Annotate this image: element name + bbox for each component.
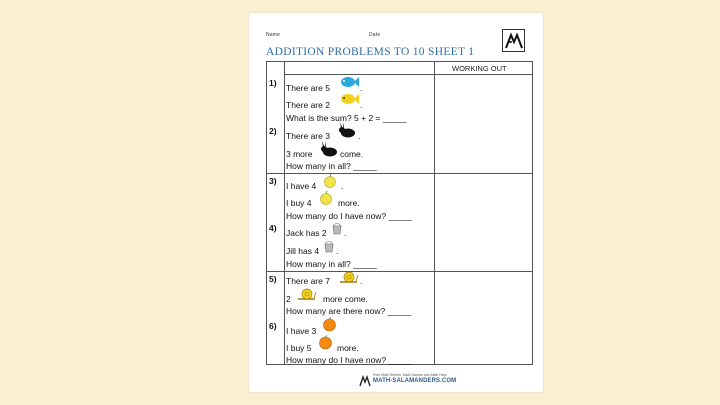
problem-text: I buy 4 xyxy=(286,198,312,208)
problem-text: There are 5 xyxy=(286,83,330,93)
working-out-header: WORKING OUT xyxy=(452,64,507,73)
fish-icon xyxy=(339,92,359,111)
problem-text: 2 xyxy=(286,294,291,304)
problem-text: There are 3 xyxy=(286,131,330,141)
problem-number: 4) xyxy=(269,223,277,233)
footer-tagline: Free Math Sheets, Math Games and Math Help xyxy=(373,373,447,377)
problem-number: 1) xyxy=(269,78,277,88)
name-label: Name xyxy=(266,32,281,38)
problem-number: 6) xyxy=(269,321,277,331)
problem-text: How many in all? _____ xyxy=(286,259,377,269)
bucket-icon xyxy=(331,222,343,240)
problem-number: 3) xyxy=(269,176,277,186)
problem-text: . xyxy=(341,181,344,191)
problem-text: How many do I have now? _____ xyxy=(286,211,413,221)
date-label: Date xyxy=(369,32,381,38)
footer-site-link[interactable]: MATH-SALAMANDERS.COM xyxy=(373,378,457,384)
salamander-logo-icon xyxy=(359,374,371,392)
problem-text: . xyxy=(336,246,339,256)
orange-icon xyxy=(322,317,337,337)
problem-number: 2) xyxy=(269,126,277,136)
problem-text: . xyxy=(344,228,347,238)
problem-text: more. xyxy=(338,198,360,208)
worksheet-title: ADDITION PROBLEMS TO 10 SHEET 1 xyxy=(266,46,475,58)
problem-text: more. xyxy=(337,343,359,353)
problem-text: come. xyxy=(340,149,364,159)
rabbit-icon xyxy=(337,122,357,143)
rabbit-icon xyxy=(319,141,339,162)
problem-text: Jack has 2 xyxy=(286,228,327,238)
footer-branding xyxy=(359,373,457,387)
snail-icon xyxy=(297,287,317,305)
problem-text: . xyxy=(360,276,363,286)
problem-text: 3 more xyxy=(286,149,313,159)
problem-number: 5) xyxy=(269,274,277,284)
problem-text: . xyxy=(360,100,363,110)
problem-text: . xyxy=(360,83,363,93)
math-salamanders-logo-icon xyxy=(502,29,525,52)
problem-text: How many do I have now? _____ xyxy=(286,355,413,365)
problem-text: more come. xyxy=(323,294,368,304)
worksheet-page xyxy=(249,13,543,392)
problem-text: How many are there now? _____ xyxy=(286,306,412,316)
problem-text: I buy 5 xyxy=(286,343,312,353)
problem-text: How many in all? _____ xyxy=(286,161,377,171)
problem-table xyxy=(266,61,533,365)
problem-text: Jill has 4 xyxy=(286,246,320,256)
problem-text: There are 2 xyxy=(286,100,330,110)
apple-icon xyxy=(319,191,333,210)
problem-text: I have 3 xyxy=(286,326,317,336)
problem-text: There are 7 xyxy=(286,276,330,286)
problem-text: What is the sum? 5 + 2 = _____ xyxy=(286,113,407,123)
problem-text: . xyxy=(358,131,361,141)
snail-icon xyxy=(339,270,359,288)
problem-text: I have 4 xyxy=(286,181,317,191)
orange-icon xyxy=(318,335,333,355)
bucket-icon xyxy=(323,240,335,258)
